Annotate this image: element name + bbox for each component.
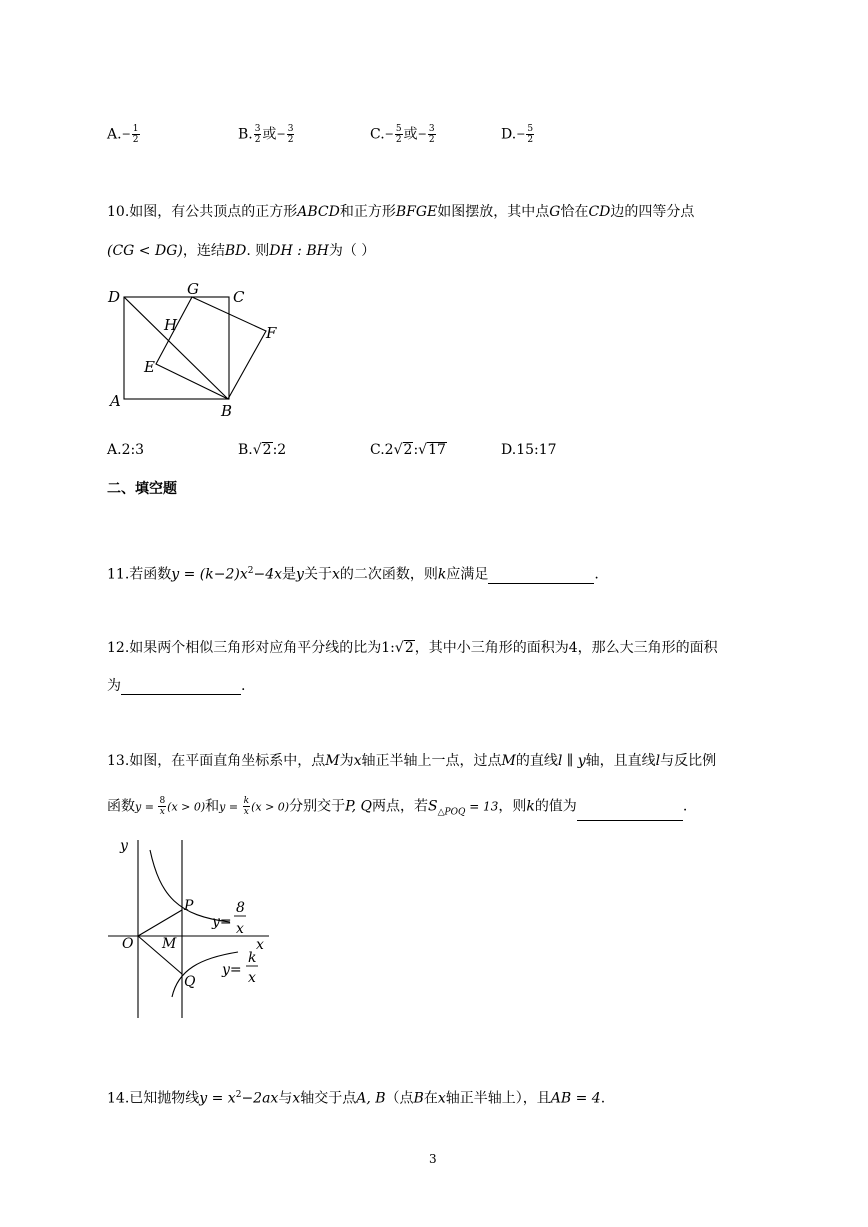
fraction bbox=[395, 124, 403, 145]
denominator: 2 bbox=[287, 135, 294, 145]
math-expr: y = (k−2)x bbox=[171, 566, 248, 583]
text: 与反比例 bbox=[660, 753, 717, 769]
math-expr: AB = 4 bbox=[550, 1090, 601, 1107]
q10-option-a bbox=[107, 441, 144, 459]
numerator: 5 bbox=[527, 124, 534, 134]
math-expr: y = x bbox=[199, 1090, 236, 1107]
q13-line2 bbox=[107, 796, 687, 821]
text: 和正方形 bbox=[339, 204, 396, 220]
math-expr: A, B bbox=[356, 1090, 386, 1107]
answer-blank[interactable] bbox=[577, 806, 683, 821]
or-text: 或 bbox=[403, 126, 418, 143]
text: 边的四等分点 bbox=[610, 204, 695, 220]
text: 函数 bbox=[107, 798, 135, 815]
curve1-numerator: 8 bbox=[236, 900, 245, 916]
label-y: y bbox=[120, 838, 128, 854]
fraction bbox=[243, 796, 250, 817]
numerator: 3 bbox=[254, 124, 261, 134]
math-expr: −2ax bbox=[241, 1090, 279, 1107]
text: 如图摆放，其中点 bbox=[437, 204, 550, 220]
fraction bbox=[287, 124, 295, 145]
option-label: B. bbox=[238, 442, 253, 458]
denominator: 2 bbox=[395, 135, 402, 145]
text: 的二次函数，则 bbox=[339, 566, 438, 583]
option-value: 15:17 bbox=[516, 442, 557, 458]
q9-option-b bbox=[238, 124, 295, 145]
math-expr: (x > 0) bbox=[167, 800, 206, 814]
exponent: 2 bbox=[235, 1090, 242, 1100]
option-value: 2:3 bbox=[121, 442, 145, 458]
text: 的值为 bbox=[534, 798, 577, 815]
denominator: x bbox=[243, 807, 249, 817]
sqrt-icon: √ bbox=[418, 442, 428, 458]
label-m: M bbox=[162, 936, 177, 952]
square-bfge bbox=[156, 297, 266, 399]
label-o: O bbox=[122, 936, 134, 952]
curve2-denominator: x bbox=[248, 970, 256, 986]
math-var: B bbox=[413, 1090, 424, 1107]
text: 为 bbox=[107, 678, 121, 694]
text: 轴正半轴上），且 bbox=[445, 1090, 551, 1107]
radicand: 17 bbox=[428, 442, 446, 458]
math-var: CD bbox=[588, 204, 611, 220]
exponent: 2 bbox=[247, 566, 254, 576]
text: 关于 bbox=[303, 566, 332, 583]
option-label: C. bbox=[370, 442, 385, 458]
q11-line bbox=[107, 562, 599, 584]
math-expr: y = bbox=[135, 800, 158, 814]
text: . 则 bbox=[246, 243, 270, 259]
math-var: G bbox=[549, 204, 561, 220]
text: 为（ ） bbox=[328, 243, 376, 259]
math-var: k bbox=[437, 566, 447, 583]
label-h: H bbox=[164, 316, 178, 334]
subscript: △POQ bbox=[437, 807, 466, 818]
sqrt-icon: √ bbox=[393, 442, 403, 458]
text: （点 bbox=[385, 1090, 414, 1107]
math-expr: 4 bbox=[568, 640, 578, 656]
text: 为 bbox=[339, 753, 354, 769]
answer-blank[interactable] bbox=[488, 569, 594, 584]
minus-sign: − bbox=[417, 127, 427, 141]
denominator: 2 bbox=[428, 135, 435, 145]
fraction bbox=[428, 124, 436, 145]
option-label: D. bbox=[501, 442, 517, 458]
text: 轴，且直线 bbox=[585, 753, 656, 769]
label-b: B bbox=[221, 402, 233, 420]
math-var: M bbox=[501, 753, 516, 769]
option-label: C. bbox=[370, 126, 385, 143]
denominator: 2 bbox=[527, 135, 534, 145]
minus-sign: − bbox=[121, 127, 131, 141]
text: . bbox=[682, 798, 688, 815]
label-d: D bbox=[108, 288, 121, 306]
label-f: F bbox=[266, 324, 277, 342]
q10-option-b bbox=[238, 441, 286, 459]
math-var: BFGE bbox=[395, 204, 438, 220]
q10-line2 bbox=[107, 242, 375, 260]
sqrt-icon: √ bbox=[252, 442, 262, 458]
q13-line1 bbox=[107, 752, 716, 770]
radicand: 2 bbox=[404, 640, 414, 656]
math-var: x bbox=[437, 1090, 446, 1107]
text: 的直线 bbox=[515, 753, 558, 769]
minus-sign: − bbox=[384, 127, 394, 141]
segment-op bbox=[138, 910, 182, 936]
math-var: x bbox=[353, 753, 362, 769]
math-var: y bbox=[577, 753, 586, 769]
colon: : bbox=[413, 442, 419, 458]
math-expr: DH : BH bbox=[269, 243, 329, 259]
numerator: k bbox=[243, 796, 250, 806]
denominator: 2 bbox=[132, 135, 139, 145]
text: 应满足 bbox=[446, 566, 489, 583]
label-e: E bbox=[144, 358, 155, 376]
fraction bbox=[526, 124, 534, 145]
label-g: G bbox=[187, 280, 199, 298]
label-q: Q bbox=[184, 974, 196, 990]
radicand: 2 bbox=[262, 442, 272, 458]
coefficient: 2 bbox=[384, 442, 394, 458]
text: ，那么大三角形的面积 bbox=[577, 640, 718, 656]
denominator: x bbox=[159, 807, 165, 817]
math-expr: (CG < DG) bbox=[107, 243, 183, 259]
text: 是 bbox=[282, 566, 297, 583]
label-a: A bbox=[110, 392, 121, 410]
page-number: 3 bbox=[429, 1152, 437, 1166]
curve2-numerator: k bbox=[248, 950, 257, 966]
math-var: ABCD bbox=[297, 204, 340, 220]
math-var: S bbox=[428, 798, 438, 815]
fraction bbox=[132, 124, 140, 145]
label-c: C bbox=[233, 288, 245, 306]
text: 11.若函数 bbox=[107, 566, 172, 583]
label-p: P bbox=[184, 898, 194, 914]
text: . bbox=[241, 678, 246, 694]
math-var: l bbox=[655, 753, 661, 769]
math-var: BD bbox=[224, 243, 247, 259]
text: 分别交于 bbox=[289, 798, 346, 815]
math-var: M bbox=[325, 753, 340, 769]
or-text: 或 bbox=[262, 126, 277, 143]
q9-option-c bbox=[370, 124, 437, 145]
math-expr: P, Q bbox=[345, 798, 373, 815]
minus-sign: − bbox=[276, 127, 286, 141]
numerator: 5 bbox=[395, 124, 402, 134]
numerator: 3 bbox=[287, 124, 294, 134]
text: . bbox=[600, 1090, 606, 1107]
section-title: 二、填空题 bbox=[107, 481, 177, 497]
q9-option-a bbox=[107, 124, 141, 145]
text: 和 bbox=[205, 798, 220, 815]
diagonal-bd bbox=[124, 297, 228, 399]
text: 13.如图，在平面直角坐标系中，点 bbox=[107, 753, 326, 769]
math-var: x bbox=[292, 1090, 301, 1107]
fraction bbox=[254, 124, 262, 145]
math-var: l bbox=[557, 753, 563, 769]
option-label: A. bbox=[107, 126, 122, 143]
q9-option-d bbox=[501, 124, 535, 145]
sqrt-icon: √ bbox=[394, 640, 404, 656]
math-expr: 1: bbox=[381, 640, 395, 656]
numerator: 1 bbox=[132, 124, 139, 134]
q12-line1 bbox=[107, 639, 718, 657]
text: ，则 bbox=[498, 798, 527, 815]
math-var: y bbox=[296, 566, 304, 583]
text: 与 bbox=[278, 1090, 293, 1107]
q10-option-d bbox=[501, 441, 557, 459]
text: 轴交于点 bbox=[300, 1090, 357, 1107]
q10-option-c bbox=[370, 441, 447, 459]
math-var: k bbox=[526, 798, 535, 815]
text: ，连结 bbox=[182, 243, 225, 259]
answer-blank[interactable] bbox=[121, 680, 241, 695]
math-expr: y = bbox=[219, 800, 242, 814]
q13-figure bbox=[104, 834, 279, 1026]
option-value: :2 bbox=[272, 442, 287, 458]
math-expr: (x > 0) bbox=[251, 800, 290, 814]
numerator: 3 bbox=[428, 124, 435, 134]
math-expr: = 13 bbox=[465, 799, 499, 814]
q10-figure bbox=[100, 276, 290, 422]
option-label: D. bbox=[501, 126, 517, 143]
text: 轴正半轴上一点，过点 bbox=[361, 753, 502, 769]
numerator: 8 bbox=[159, 796, 166, 806]
option-label: B. bbox=[238, 126, 253, 143]
denominator: 2 bbox=[254, 135, 261, 145]
math-expr: −4x bbox=[253, 566, 283, 583]
text: 在 bbox=[423, 1090, 438, 1107]
minus-sign: − bbox=[516, 127, 526, 141]
q10-line1 bbox=[107, 203, 694, 221]
radicand: 2 bbox=[403, 442, 413, 458]
math-var: x bbox=[331, 566, 340, 583]
text: 两点，若 bbox=[372, 798, 429, 815]
fraction bbox=[158, 796, 166, 817]
option-label: A. bbox=[107, 442, 122, 458]
q14-line bbox=[107, 1086, 605, 1108]
q12-line2 bbox=[107, 677, 245, 695]
text: . bbox=[594, 566, 599, 583]
text: ，其中小三角形的面积为 bbox=[414, 640, 569, 656]
text: 恰在 bbox=[560, 204, 589, 220]
label-x: x bbox=[256, 937, 264, 953]
parallel-symbol: ∥ bbox=[562, 753, 578, 769]
curve1-denominator: x bbox=[236, 921, 244, 937]
text: 12.如果两个相似三角形对应角平分线的比为 bbox=[107, 640, 382, 656]
curve2-label: y= bbox=[222, 962, 242, 978]
text: 14.已知抛物线 bbox=[107, 1090, 200, 1107]
text: 10.如图，有公共顶点的正方形 bbox=[107, 204, 298, 220]
curve1-label: y= bbox=[212, 914, 232, 930]
